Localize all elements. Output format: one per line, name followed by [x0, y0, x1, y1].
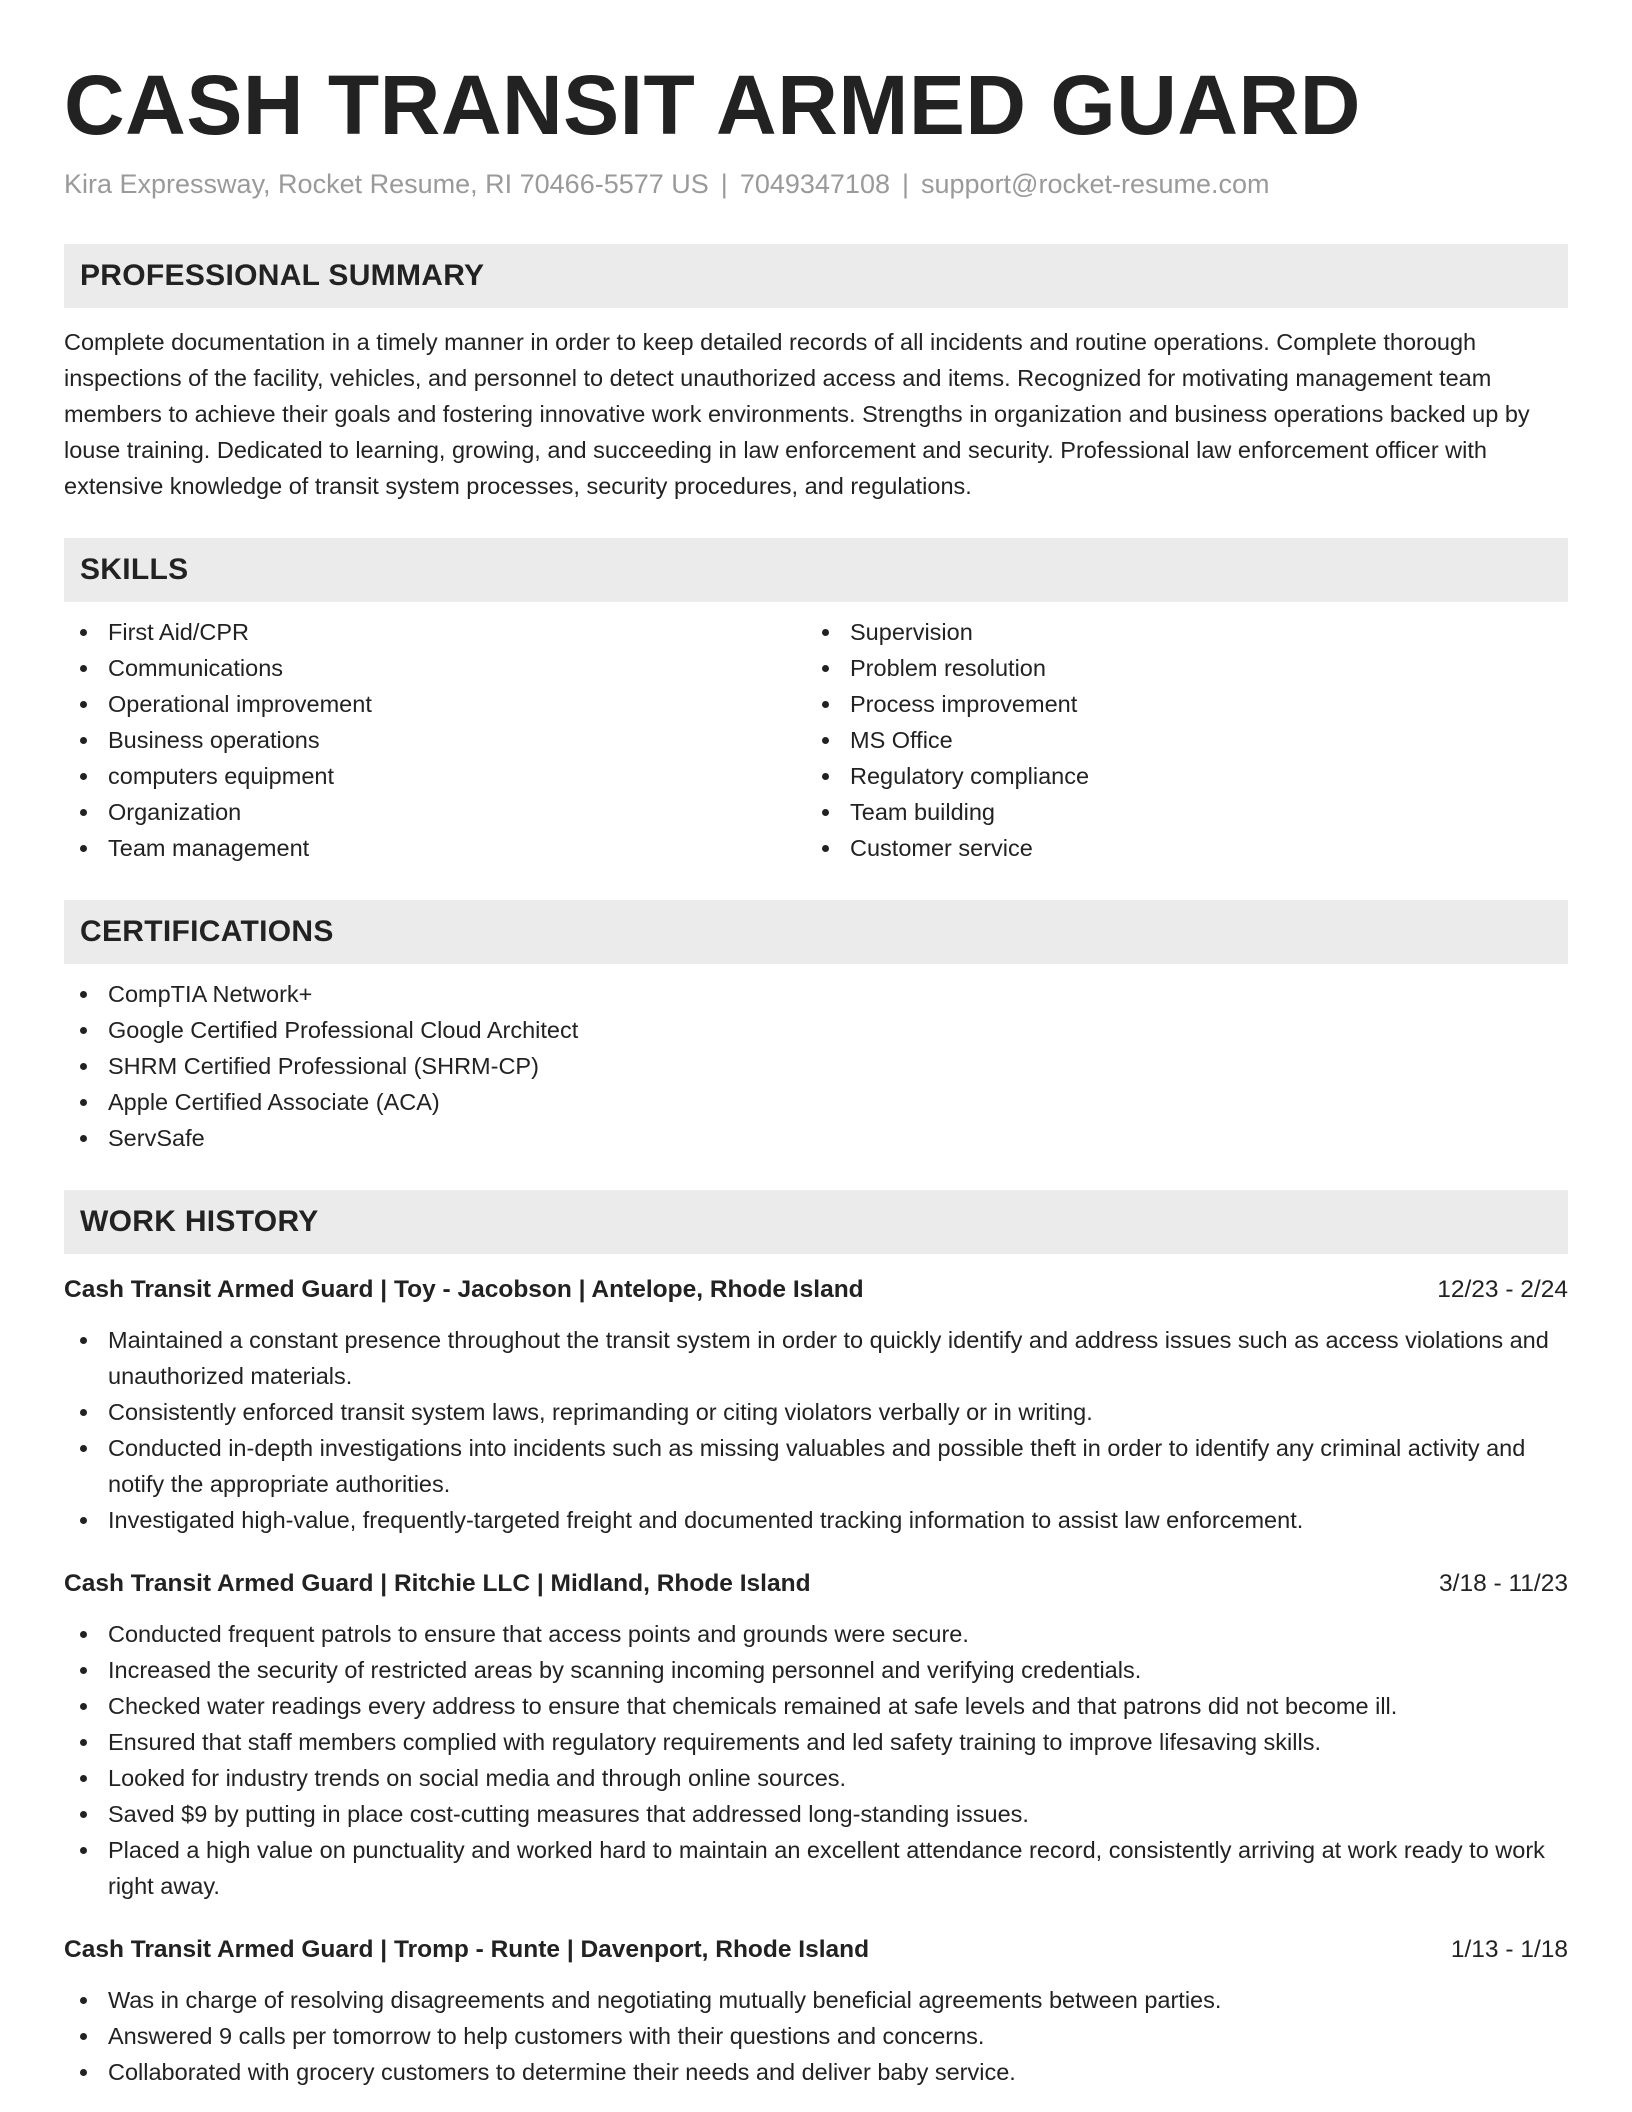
skills-grid — [64, 614, 1568, 866]
job-entry — [64, 1932, 1568, 2090]
work-section-header — [64, 1190, 1568, 1254]
job-bullet: Ensured that staff members complied with regulatory requirements and led safety training to improve lifesaving skills. — [64, 1724, 1568, 1760]
certification-item: CompTIA Network+ — [64, 976, 1568, 1012]
work-section-title: WORK HISTORY — [80, 1205, 319, 1238]
job-dates: 12/23 - 2/24 — [1437, 1276, 1568, 1303]
job-header — [64, 1932, 1568, 1968]
certifications-section-header — [64, 900, 1568, 964]
job-title: Cash Transit Armed Guard | Tromp - Runte | Davenport, Rhode Island — [64, 1936, 870, 1963]
skills-column-right — [806, 614, 1548, 866]
job-bullet: Was in charge of resolving disagreements and negotiating mutually beneficial agreements between parties. — [64, 1982, 1568, 2018]
resume-page — [64, 0, 1568, 2090]
job-bullets — [64, 1616, 1568, 1904]
job-bullet: Conducted frequent patrols to ensure that access points and grounds were secure. — [64, 1616, 1568, 1652]
contact-separator: | — [901, 169, 909, 199]
certifications-list — [64, 976, 1568, 1156]
skill-item: Team building — [806, 794, 1548, 830]
job-bullets — [64, 1322, 1568, 1538]
job-bullet: Conducted in-depth investigations into incidents such as missing valuables and possible theft in order to identify any criminal activity and notify the appropriate authorities. — [64, 1430, 1568, 1502]
contact-address: Kira Expressway, Rocket Resume, RI 70466-5577 US — [64, 169, 709, 199]
skills-section-title: SKILLS — [80, 553, 189, 586]
job-bullet: Checked water readings every address to ensure that chemicals remained at safe levels and that patrons did not become ill. — [64, 1688, 1568, 1724]
job-bullet: Answered 9 calls per tomorrow to help customers with their questions and concerns. — [64, 2018, 1568, 2054]
job-header — [64, 1272, 1568, 1308]
candidate-name: CASH TRANSIT ARMED GUARD — [64, 58, 1361, 152]
job-bullets — [64, 1982, 1568, 2090]
skill-item: Business operations — [64, 722, 806, 758]
job-entry — [64, 1566, 1568, 1904]
job-bullet: Collaborated with grocery customers to determine their needs and deliver baby service. — [64, 2054, 1568, 2090]
job-bullet: Looked for industry trends on social media and through online sources. — [64, 1760, 1568, 1796]
certification-item: Google Certified Professional Cloud Architect — [64, 1012, 1568, 1048]
certification-item: Apple Certified Associate (ACA) — [64, 1084, 1568, 1120]
job-title: Cash Transit Armed Guard | Ritchie LLC | Midland, Rhode Island — [64, 1570, 811, 1597]
skill-item: Communications — [64, 650, 806, 686]
job-entry — [64, 1272, 1568, 1538]
summary-section-title: PROFESSIONAL SUMMARY — [80, 259, 485, 292]
job-bullet: Placed a high value on punctuality and worked hard to maintain an excellent attendance record, consistently arriving at work ready to work right away. — [64, 1832, 1568, 1904]
skill-item: Operational improvement — [64, 686, 806, 722]
certifications-section-title: CERTIFICATIONS — [80, 915, 334, 948]
skill-item: Supervision — [806, 614, 1548, 650]
contact-phone[interactable]: 7049347108 — [739, 169, 890, 199]
contact-email[interactable]: support@rocket-resume.com — [921, 169, 1270, 199]
certification-item: SHRM Certified Professional (SHRM-CP) — [64, 1048, 1568, 1084]
skills-column-left — [64, 614, 806, 866]
skill-item: computers equipment — [64, 758, 806, 794]
job-bullet: Maintained a constant presence throughout the transit system in order to quickly identify and address issues such as access violations and unauthorized materials. — [64, 1322, 1568, 1394]
certification-item: ServSafe — [64, 1120, 1568, 1156]
contact-line — [64, 166, 1568, 202]
job-bullet: Consistently enforced transit system laws, reprimanding or citing violators verbally or in writing. — [64, 1394, 1568, 1430]
skills-section-header — [64, 538, 1568, 602]
job-title: Cash Transit Armed Guard | Toy - Jacobson | Antelope, Rhode Island — [64, 1276, 864, 1303]
skill-item: MS Office — [806, 722, 1548, 758]
job-header — [64, 1566, 1568, 1602]
job-dates: 1/13 - 1/18 — [1450, 1936, 1568, 1963]
skill-item: Team management — [64, 830, 806, 866]
summary-section-header — [64, 244, 1568, 308]
job-bullet: Increased the security of restricted areas by scanning incoming personnel and verifying credentials. — [64, 1652, 1568, 1688]
skill-item: Problem resolution — [806, 650, 1548, 686]
job-bullet: Saved $9 by putting in place cost-cutting measures that addressed long-standing issues. — [64, 1796, 1568, 1832]
job-dates: 3/18 - 11/23 — [1439, 1570, 1568, 1597]
contact-separator: | — [720, 169, 728, 199]
job-bullet: Investigated high-value, frequently-targeted freight and documented tracking information to assist law enforcement. — [64, 1502, 1568, 1538]
skill-item: Process improvement — [806, 686, 1548, 722]
skill-item: Organization — [64, 794, 806, 830]
skill-item: Regulatory compliance — [806, 758, 1548, 794]
skill-item: Customer service — [806, 830, 1548, 866]
summary-text: Complete documentation in a timely manner in order to keep detailed records of all incidents and routine operations. Complete thorough inspections of the facility, vehicles, and personnel to detect unauthorized access and items. Recognized for motivating management team members to achieve their goals and fostering innovative work environments. Strengths in organization and business operations backed up by louse training. Dedicated to learning, growing, and succeeding in law enforcement and security. Professional law enforcement officer with extensive knowledge of transit system processes, security procedures, and regulations. — [64, 329, 1530, 499]
skill-item: First Aid/CPR — [64, 614, 806, 650]
